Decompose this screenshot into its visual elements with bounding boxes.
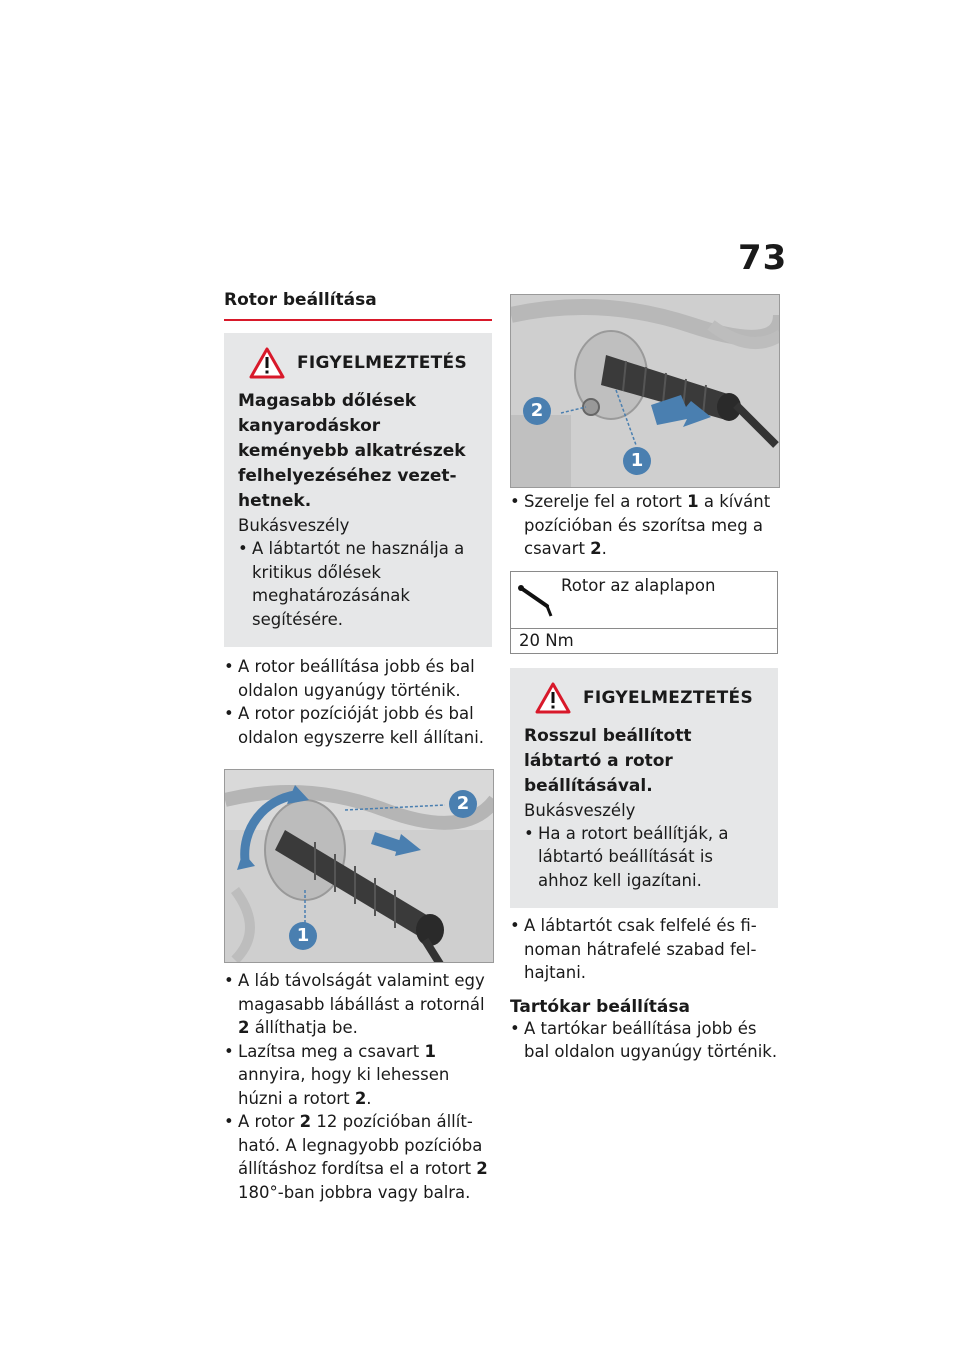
warning-header bbox=[524, 682, 764, 714]
text: A rotor bbox=[238, 1112, 300, 1131]
torque-value: 20 Nm bbox=[519, 630, 574, 650]
torque-label: Rotor az alaplapon bbox=[561, 575, 716, 595]
warning-hazard: Bukásveszély bbox=[524, 800, 636, 820]
text: . bbox=[601, 539, 607, 558]
text: Lazítsa meg a csavart bbox=[238, 1041, 425, 1061]
warning-bold-text: Rosszul beállított lábtartó a rotor beállításával. bbox=[524, 725, 692, 796]
torque-header bbox=[511, 572, 777, 629]
warning-label: FIGYELMEZTETÉS bbox=[583, 687, 753, 708]
bullet-list-5 bbox=[510, 1017, 780, 1064]
list-item bbox=[510, 490, 780, 561]
right-column bbox=[510, 294, 780, 1064]
bullet-list-4 bbox=[510, 914, 780, 985]
warning-triangle-icon bbox=[249, 347, 285, 379]
left-column bbox=[224, 290, 492, 1204]
list-item: • A rotor pozícióját jobb és bal oldalon egyszerre kell állítani. bbox=[224, 702, 492, 749]
text: a kívánt pozícióban és szorítsa meg a csavart bbox=[524, 492, 771, 558]
callout-1: 1 bbox=[289, 922, 317, 950]
text: . bbox=[366, 1088, 372, 1108]
list-item: • A lábtartót csak felfelé és finoman hátrafelé szabad felhajtani. bbox=[510, 914, 780, 985]
figure-rotor-adjust bbox=[224, 769, 494, 963]
warning-bold-text: Magasabb dőlések kanyarodáskor keményebb alkatrészek felhelyezéséhez vezethetnek. bbox=[238, 391, 466, 511]
list-item bbox=[224, 1040, 492, 1111]
text: Szerelje fel a rotort bbox=[524, 492, 688, 511]
callout-2: 2 bbox=[449, 790, 477, 818]
ref-number: 2 bbox=[590, 539, 602, 558]
ref-number: 2 bbox=[354, 1088, 367, 1108]
text: állíthatja be. bbox=[249, 1018, 358, 1037]
ref-number: 2 bbox=[238, 1018, 250, 1037]
torque-wrench-icon bbox=[517, 580, 557, 620]
ref-number: 1 bbox=[687, 492, 699, 511]
page-number: 73 bbox=[738, 238, 788, 278]
warning-box bbox=[510, 668, 778, 909]
bullet-list-2 bbox=[224, 969, 492, 1204]
figure-rotor-mount bbox=[510, 294, 780, 488]
warning-triangle-icon bbox=[535, 682, 571, 714]
bullet-list-1 bbox=[224, 655, 492, 749]
warning-header bbox=[238, 347, 478, 379]
section-rule bbox=[224, 319, 492, 321]
text: annyira, hogy ki lehessen húzni a rotort bbox=[238, 1065, 450, 1108]
list-item bbox=[224, 969, 492, 1040]
warning-bullet: • Ha a rotort beállítják, a lábtartó beállítását is ahhoz kell igazítani. bbox=[524, 822, 764, 893]
warning-hazard: Bukásveszély bbox=[238, 516, 350, 535]
text: 180°-ban jobbra vagy balra. bbox=[238, 1182, 471, 1202]
ref-number: 2 bbox=[299, 1112, 312, 1131]
list-item: • A tartókar beállítása jobb és bal oldalon ugyanúgy történik. bbox=[510, 1017, 780, 1064]
ref-number: 1 bbox=[424, 1041, 436, 1061]
callout-1: 1 bbox=[623, 447, 651, 475]
text: A láb távolságát valamint egy magasabb lábállást a rotornál bbox=[238, 971, 485, 1014]
callout-2: 2 bbox=[523, 397, 551, 425]
warning-box bbox=[224, 333, 492, 647]
torque-table bbox=[510, 571, 778, 654]
text: 12 pozícióban állítható. A legnagyobb pozícióba állításhoz fordítsa el a rotort bbox=[238, 1112, 483, 1178]
ref-number: 2 bbox=[476, 1159, 488, 1178]
bullet-list-3 bbox=[510, 490, 780, 561]
list-item bbox=[224, 1110, 492, 1204]
section-title-rotor: Rotor beállítása bbox=[224, 290, 377, 310]
warning-label: FIGYELMEZTETÉS bbox=[297, 353, 467, 373]
list-item: • A rotor beállítása jobb és bal oldalon ugyanúgy történik. bbox=[224, 655, 492, 702]
warning-bullet: • A lábtartót ne használja a kritikus dőlések meghatározásának segítésére. bbox=[238, 537, 478, 631]
section-title-tartokar: Tartókar beállítása bbox=[510, 996, 690, 1017]
